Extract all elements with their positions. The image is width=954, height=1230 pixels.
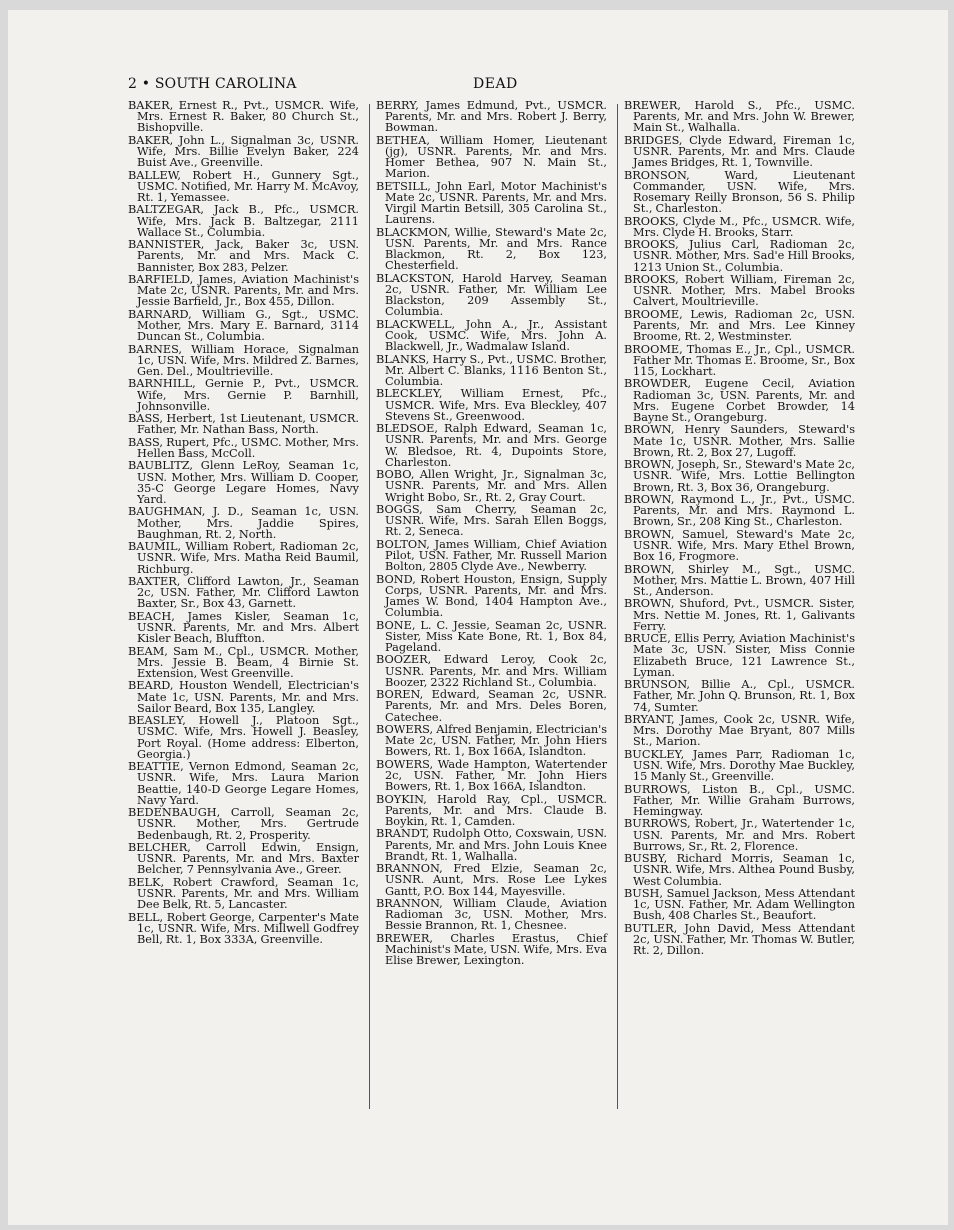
casualty-entry: BRANNON, William Claude, Aviation Radioman 3c, USN. Mother, Mrs. Bessie Brannon, Rt. 1, Chesnee. [376,896,607,933]
casualty-entry: BROOME, Lewis, Radioman 2c, USN. Parents, Mr. and Mrs. Lee Kinney Broome, Rt. 2, Westminster. [624,307,855,344]
casualty-entry: BRUCE, Ellis Perry, Aviation Machinist's Mate 3c, USN. Sister, Miss Connie Elizabeth Bruce, 121 Lawrence St., Lyman. [624,632,855,679]
page-header [128,76,873,96]
column-1 [128,100,359,946]
casualty-entry: BRIDGES, Clyde Edward, Fireman 1c, USNR. Parents, Mr. and Mrs. Claude James Bridges, Rt. 1, Townville. [624,133,855,170]
casualty-entry: BRANNON, Fred Elzie, Seaman 2c, USNR. Aunt, Mrs. Rose Lee Lykes Gantt, P.O. Box 144, Mayesville. [376,862,607,898]
casualty-entry: BOYKIN, Harold Ray, Cpl., USMCR. Parents, Mr. and Mrs. Claude B. Boykin, Rt. 1, Camden. [376,792,607,828]
casualty-entry: BELL, Robert George, Carpenter's Mate 1c, USNR. Wife, Mrs. Millwell Godfrey Bell, Rt. 1, Box 333A, Greenville. [128,910,359,946]
casualty-entry: BLECKLEY, William Ernest, Pfc., USMCR. Wife, Mrs. Eva Bleckley, 407 Stevens St., Greenwood. [376,387,607,423]
casualty-entry: BERRY, James Edmund, Pvt., USMCR. Parents, Mr. and Mrs. Robert J. Berry, Bowman. [376,99,607,135]
column-3 [624,100,855,958]
casualty-entry: BOLTON, James William, Chief Aviation Pilot, USN. Father, Mr. Russell Marion Bolton, 2805 Clyde Ave., Newberry. [376,537,607,574]
casualty-entry: BARFIELD, James, Aviation Machinist's Mate 2c, USNR. Parents, Mr. and Mrs. Jessie Barfield, Jr., Box 455, Dillon. [128,272,359,309]
casualty-entry: BUSH, Samuel Jackson, Mess Attendant 1c, USN. Father, Mr. Adam Wellington Bush, 408 Charles St., Beaufort. [624,886,855,923]
column-divider [617,104,618,1109]
casualty-entry: BURROWS, Liston B., Cpl., USMC. Father, Mr. Willie Graham Burrows, Hemingway. [624,782,855,818]
casualty-entry: BLACKMON, Willie, Steward's Mate 2c, USN. Parents, Mr. and Mrs. Rance Blackmon, Rt. 2, Box 123, Chesterfield. [376,225,607,273]
casualty-entry: BEATTIE, Vernon Edmond, Seaman 2c, USNR. Wife, Mrs. Laura Marion Beattie, 140-D George Legare Homes, Navy Yard. [128,760,359,807]
casualty-entry: BOWERS, Alfred Benjamin, Electrician's Mate 2c, USN. Father, Mr. John Hiers Bowers, Rt. 1, Box 166A, Islandton. [376,722,607,759]
casualty-entry: BEARD, Houston Wendell, Electrician's Mate 1c, USN. Parents, Mr. and Mrs. Sailor Beard, Box 135, Langley. [128,679,359,715]
casualty-entry: BROWN, Samuel, Steward's Mate 2c, USNR. Wife, Mrs. Mary Ethel Brown, Box 16, Frogmore. [624,527,855,564]
casualty-entry: BROOKS, Julius Carl, Radioman 2c, USNR. Mother, Mrs. Sad'e Hill Brooks, 1213 Union St., Columbia. [624,238,855,274]
casualty-entry: BREWER, Harold S., Pfc., USMC. Parents, Mr. and Mrs. John W. Brewer, Main St., Walhalla. [624,99,855,135]
casualty-entry: BRYANT, James, Cook 2c, USNR. Wife, Mrs. Dorothy Mae Bryant, 807 Mills St., Marion. [624,712,855,749]
casualty-entry: BRUNSON, Billie A., Cpl., USMCR. Father, Mr. John Q. Brunson, Rt. 1, Box 74, Sumter. [624,678,855,714]
casualty-entry: BAUBLITZ, Glenn LeRoy, Seaman 1c, USN. Mother, Mrs. William D. Cooper, 35-C George Legare Homes, Navy Yard. [128,459,359,506]
casualty-entry: BEACH, James Kisler, Seaman 1c, USNR. Parents, Mr. and Mrs. Albert Kisler Beach, Bluffton. [128,609,359,646]
casualty-entry: BOGGS, Sam Cherry, Seaman 2c, USNR. Wife, Mrs. Sarah Ellen Boggs, Rt. 2, Seneca. [376,502,607,539]
page-number-and-state [128,76,297,92]
state-name: SOUTH CAROLINA [154,76,297,92]
casualty-entry: BLACKWELL, John A., Jr., Assistant Cook, USMC. Wife, Mrs. John A. Blackwell, Jr., Wadmalaw Island. [376,317,607,354]
casualty-entry: BANNISTER, Jack, Baker 3c, USN. Parents, Mr. and Mrs. Mack C. Bannister, Box 283, Pelzer. [128,238,359,274]
casualty-entry: BARNARD, William G., Sgt., USMC. Mother, Mrs. Mary E. Barnard, 3114 Duncan St., Columbia. [128,307,359,344]
casualty-entry: BARNHILL, Gernie P., Pvt., USMCR. Wife, Mrs. Gernie P. Barnhill, Johnsonville. [128,377,359,413]
casualty-entry: BOOZER, Edward Leroy, Cook 2c, USNR. Parents, Mr. and Mrs. William Boozer, 2322 Richland St., Columbia. [376,653,607,689]
casualty-entry: BROWN, Joseph, Sr., Steward's Mate 2c, USNR. Wife, Mrs. Lottie Bellington Brown, Rt. 3, Box 36, Orangeburg. [624,458,855,494]
column-2 [376,100,607,968]
casualty-entry: BASS, Herbert, 1st Lieutenant, USMCR. Father, Mr. Nathan Bass, North. [128,412,359,437]
casualty-entry: BROOKS, Robert William, Fireman 2c, USNR. Mother, Mrs. Mabel Brooks Calvert, Moultrieville. [624,272,855,309]
casualty-entry: BLACKSTON, Harold Harvey, Seaman 2c, USNR. Father, Mr. William Lee Blackston, 209 Assembly St., Columbia. [376,271,607,319]
casualty-entry: BROWN, Shuford, Pvt., USMCR. Sister, Mrs. Nettie M. Jones, Rt. 1, Galivants Ferry. [624,597,855,633]
casualty-entry: BOND, Robert Houston, Ensign, Supply Corps, USNR. Parents, Mr. and Mrs. James W. Bond, 1404 Hampton Ave., Columbia. [376,572,607,620]
casualty-entry: BROWN, Raymond L., Jr., Pvt., USMC. Parents, Mr. and Mrs. Raymond L. Brown, Sr., 208 King St., Charleston. [624,492,855,529]
casualty-entry: BEDENBAUGH, Carroll, Seaman 2c, USNR. Mother, Mrs. Gertrude Bedenbaugh, Rt. 2, Prosperity. [128,806,359,842]
casualty-entry: BAKER, Ernest R., Pvt., USMCR. Wife, Mrs. Ernest R. Baker, 80 Church St., Bishopville. [128,99,359,135]
casualty-entry: BALTZEGAR, Jack B., Pfc., USMCR. Wife, Mrs. Jack B. Baltzegar, 2111 Wallace St., Columbia. [128,203,359,239]
casualty-entry: BETSILL, John Earl, Motor Machinist's Mate 2c, USNR. Parents, Mr. and Mrs. Virgil Martin Betsill, 305 Carolina St., Laurens. [376,179,607,227]
casualty-entry: BLEDSOE, Ralph Edward, Seaman 1c, USNR. Parents, Mr. and Mrs. George W. Bledsoe, Rt. 4, Dupoints Store, Charleston. [376,422,607,469]
casualty-entry: BROWN, Henry Saunders, Steward's Mate 1c, USNR. Mother, Mrs. Sallie Brown, Rt. 2, Box 27, Lugoff. [624,423,855,459]
casualty-entry: BEAM, Sam M., Cpl., USMCR. Mother, Mrs. Jessie B. Beam, 4 Birnie St. Extension, West Greenville. [128,644,359,680]
casualty-entry: BREWER, Charles Erastus, Chief Machinist's Mate, USN. Wife, Mrs. Eva Elise Brewer, Lexington. [376,931,607,968]
casualty-entry: BROWN, Shirley M., Sgt., USMC. Mother, Mrs. Mattie L. Brown, 407 Hill St., Anderson. [624,562,855,598]
casualty-entry: BAUMIL, William Robert, Radioman 2c, USNR. Wife, Mrs. Matha Reid Baumil, Richburg. [128,540,359,576]
casualty-columns [128,100,873,1110]
casualty-entry: BLANKS, Harry S., Pvt., USMC. Brother, Mr. Albert C. Blanks, 1116 Benton St., Columbia. [376,352,607,388]
casualty-entry: BRANDT, Rudolph Otto, Coxswain, USN. Parents, Mr. and Mrs. John Louis Knee Brandt, Rt. 1, Walhalla. [376,827,607,863]
casualty-entry: BELK, Robert Crawford, Seaman 1c, USNR. Parents, Mr. and Mrs. William Dee Belk, Rt. 5, Lancaster. [128,875,359,912]
casualty-entry: BONE, L. C. Jessie, Seaman 2c, USNR. Sister, Miss Kate Bone, Rt. 1, Box 84, Pageland. [376,618,607,654]
casualty-entry: BROWDER, Eugene Cecil, Aviation Radioman 3c, USN. Parents, Mr. and Mrs. Eugene Corbet Browder, 14 Bayne St., Orangeburg. [624,377,855,424]
casualty-entry: BRONSON, Ward, Lieutenant Commander, USN. Wife, Mrs. Rosemary Reilly Bronson, 56 S. Philip St., Charleston. [624,168,855,216]
casualty-entry: BOBO, Allen Wright, Jr., Signalman 3c, USNR. Parents, Mr. and Mrs. Allen Wright Bobo, Sr., Rt. 2, Gray Court. [376,468,607,504]
casualty-entry: BOWERS, Wade Hampton, Watertender 2c, USN. Father, Mr. John Hiers Bowers, Rt. 1, Box 166A, Islandton. [376,757,607,794]
casualty-entry: BAXTER, Clifford Lawton, Jr., Seaman 2c, USN. Father, Mr. Clifford Lawton Baxter, Sr., Box 43, Garnett. [128,574,359,611]
section-title: DEAD [473,76,518,92]
casualty-entry: BELCHER, Carroll Edwin, Ensign, USNR. Parents, Mr. and Mrs. Baxter Belcher, 7 Pennsylvania Ave., Greer. [128,840,359,877]
casualty-entry: BUTLER, John David, Mess Attendant 2c, USN. Father, Mr. Thomas W. Butler, Rt. 2, Dillon. [624,921,855,958]
casualty-entry: BASS, Rupert, Pfc., USMC. Mother, Mrs. Hellen Bass, McColl. [128,435,359,460]
casualty-entry: BROOME, Thomas E., Jr., Cpl., USMCR. Father Mr. Thomas E. Broome, Sr., Box 115, Lockhart. [624,342,855,378]
casualty-entry: BUCKLEY, James Parr, Radioman 1c, USN. Wife, Mrs. Dorothy Mae Buckley, 15 Manly St., Greenville. [624,747,855,784]
casualty-entry: BOREN, Edward, Seaman 2c, USNR. Parents, Mr. and Mrs. Deles Boren, Catechee. [376,688,607,724]
casualty-entry: BETHEA, William Homer, Lieutenant (jg), USNR. Parents, Mr. and Mrs. Homer Bethea, 907 N. Main St., Marion. [376,133,607,181]
casualty-entry: BAUGHMAN, J. D., Seaman 1c, USN. Mother, Mrs. Jaddie Spires, Baughman, Rt. 2, North. [128,505,359,541]
column-divider [369,104,370,1109]
page-number: 2 [128,76,138,92]
casualty-entry: BAKER, John L., Signalman 3c, USNR. Wife, Mrs. Billie Evelyn Baker, 224 Buist Ave., Greenville. [128,133,359,170]
casualty-entry: BEASLEY, Howell J., Platoon Sgt., USMC. Wife, Mrs. Howell J. Beasley, Port Royal. (Home address: Elberton, Georgia.) [128,714,359,761]
casualty-entry: BALLEW, Robert H., Gunnery Sgt., USMC. Notified, Mr. Harry M. McAvoy, Rt. 1, Yemassee. [128,168,359,204]
bullet-separator: • [141,76,151,92]
casualty-entry: BROOKS, Clyde M., Pfc., USMCR. Wife, Mrs. Clyde H. Brooks, Starr. [624,214,855,239]
document-page [8,10,948,1225]
casualty-entry: BUSBY, Richard Morris, Seaman 1c, USNR. Wife, Mrs. Althea Pound Busby, West Columbia. [624,852,855,888]
casualty-entry: BARNES, William Horace, Signalman 1c, USN. Wife, Mrs. Mildred Z. Barnes, Gen. Del., Moultrieville. [128,342,359,378]
casualty-entry: BURROWS, Robert, Jr., Watertender 1c, USN. Parents, Mr. and Mrs. Robert Burrows, Sr., Rt. 2, Florence. [624,817,855,853]
